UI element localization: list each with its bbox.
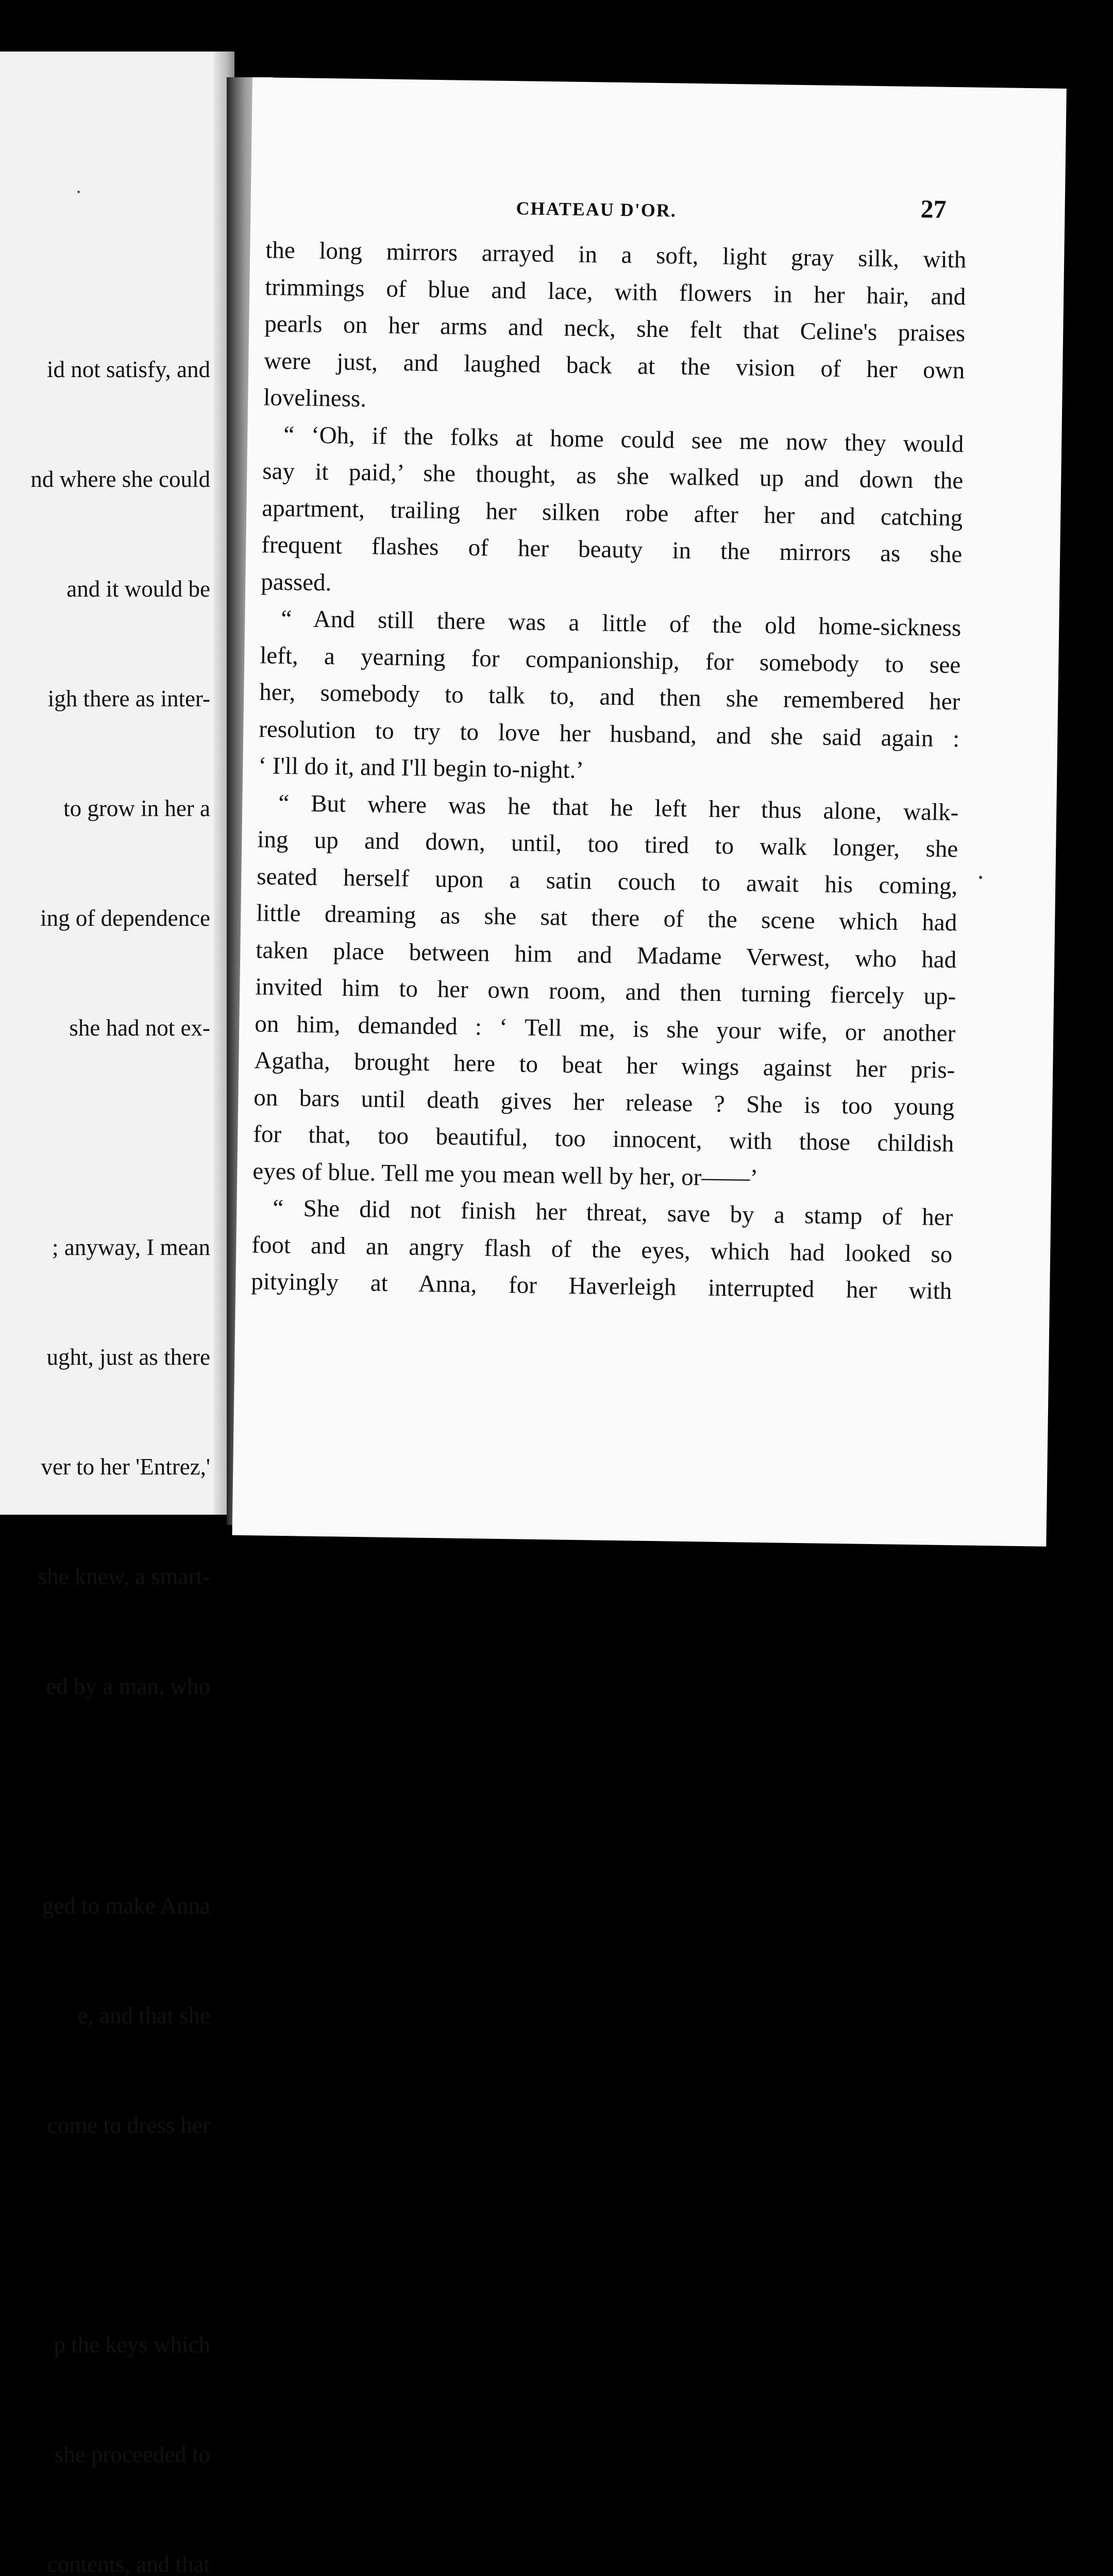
text-line: on bars until death gives her release ? She is too young [253, 1083, 955, 1121]
left-line: come to dress her [47, 2112, 210, 2138]
left-line: ged to make Anna [42, 1893, 210, 1919]
right-page [232, 77, 1066, 1547]
text-line: ing up and down, until, too tired to walk longer, she [257, 826, 958, 863]
page-number: 27 [920, 194, 947, 224]
text-line: passed. [260, 568, 332, 596]
left-line [30, 1778, 210, 1815]
left-line [30, 2217, 210, 2253]
running-head: CHATEAU D'OR. [516, 198, 677, 221]
text-line: loveliness. [263, 384, 367, 413]
text-line: “ But where was he that he left her thus alone, walk- [278, 789, 959, 826]
text-line: frequent flashes of her beauty in the mirrors as she [261, 531, 963, 568]
text-line: pearls on her arms and neck, she felt that Celine's praises [264, 310, 966, 347]
left-line: ed by a man, who [46, 1673, 210, 1699]
left-line: p the keys which [54, 2332, 210, 2358]
text-line: trimmings of blue and lace, with flowers in her hair, and [264, 273, 966, 310]
text-line: say it paid,’ she thought, as she walked up and down the [262, 457, 964, 495]
left-line: she proceeded to [54, 2442, 210, 2467]
text-line: little dreaming as she sat there of the scene which had [256, 900, 957, 937]
text-line: eyes of blue. Tell me you mean well by her, or——’ [252, 1157, 758, 1192]
left-line: ing of dependence [40, 905, 210, 931]
left-page [0, 52, 232, 2576]
left-line: and it would be [66, 576, 210, 602]
dust-speck [979, 876, 982, 879]
text-line: left, a yearning for companionship, for somebody to see [259, 641, 961, 679]
left-line: to grow in her a [63, 795, 210, 821]
left-line: id not satisfy, and [46, 357, 210, 382]
left-line: she knew, a smart- [38, 1564, 210, 1589]
body-text [251, 232, 967, 1310]
text-line: “ She did not finish her threat, save by a stamp of her [272, 1194, 953, 1231]
text-line: foot and an angry flash of the eyes, which had looked so [251, 1231, 953, 1268]
left-line: she had not ex- [69, 1015, 210, 1041]
left-line: ught, just as there [46, 1344, 210, 1370]
text-line: invited him to her own room, and then turning fiercely up- [255, 973, 956, 1010]
left-page-text [30, 278, 210, 2576]
text-line: the long mirrors arrayed in a soft, light gray silk, with [265, 236, 967, 274]
left-line: e, and that she [77, 2003, 210, 2028]
left-line: ; anyway, I mean [52, 1234, 210, 1260]
text-line: “ And still there was a little of the old home-sickness [280, 605, 962, 642]
page-header [251, 184, 952, 224]
text-line: were just, and laughed back at the vision of her own [263, 347, 965, 384]
text-line: ‘ I'll do it, and I'll begin to-night.’ [258, 752, 584, 784]
text-line: seated herself upon a satin couch to await his coming, [256, 862, 958, 900]
text-line: apartment, trailing her silken robe after her and catching [261, 494, 963, 531]
text-line: on him, demanded : ‘ Tell me, is she your wife, or another [254, 1010, 956, 1047]
left-line: igh there as inter- [47, 686, 210, 711]
text-line: pityingly at Anna, for Haverleigh interrupted her with [251, 1268, 952, 1305]
text-line: “ ‘Oh, if the folks at home could see me now they would [283, 421, 964, 457]
left-line: contents, and that [47, 2551, 210, 2576]
left-line: nd where she could [30, 466, 210, 492]
text-line: resolution to try to love her husband, and she said again : [258, 715, 960, 752]
dust-speck [77, 191, 80, 193]
left-line: ver to her 'Entrez,' [41, 1454, 210, 1480]
left-line [30, 1120, 210, 1156]
text-line: Agatha, brought here to beat her wings against her pris- [254, 1047, 955, 1084]
text-line: her, somebody to talk to, and then she remembered her [259, 679, 960, 716]
text-line: taken place between him and Madame Verwest, who had [255, 936, 957, 973]
text-line: for that, too beautiful, too innocent, with those childish [252, 1121, 954, 1158]
